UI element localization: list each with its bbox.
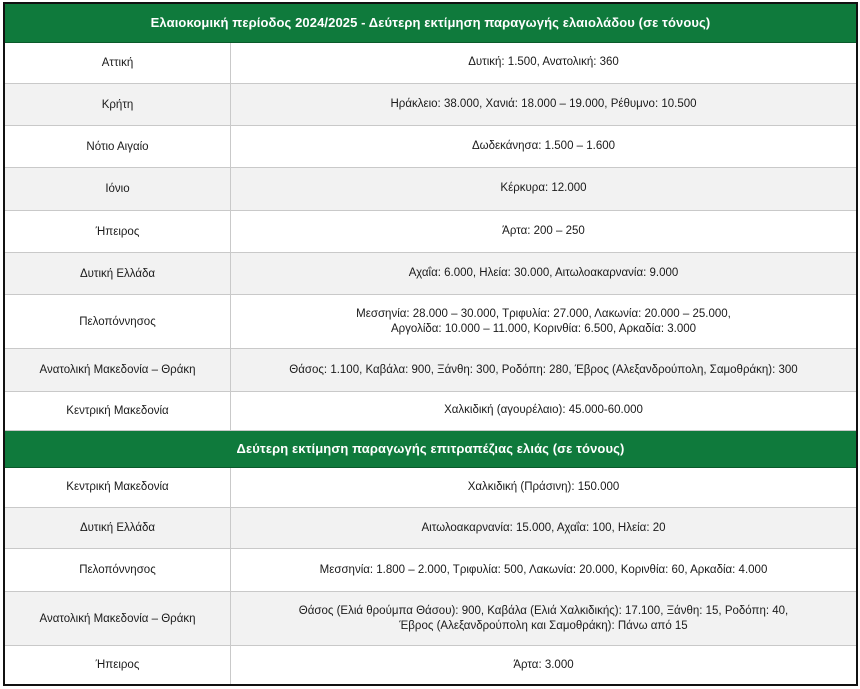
table-row [5,211,856,254]
table-row [5,126,856,168]
value-cell: Αιτωλοακαρνανία: 15.000, Αχαΐα: 100, Ηλεία: 20 [421,521,666,534]
table-row [5,549,856,592]
value-cell: Κέρκυρα: 12.000 [500,182,587,195]
table-row [5,392,856,431]
region-cell: Ήπειρος [5,646,231,684]
table-row [5,592,856,646]
table-row [5,295,856,349]
region-cell: Κεντρική Μακεδονία [5,468,231,507]
table-row [5,349,856,392]
region-cell: Δυτική Ελλάδα [5,253,231,294]
production-table [5,4,856,684]
table-row [5,468,856,508]
table-row [5,43,856,84]
region-cell: Ήπειρος [5,211,231,253]
value-cell: Άρτα: 200 – 250 [502,225,585,238]
region-cell: Ανατολική Μακεδονία – Θράκη [5,592,231,645]
value-cell: Θάσος: 1.100, Καβάλα: 900, Ξάνθη: 300, Ροδόπη: 280, Έβρος (Αλεξανδρούπολη, Σαμοθράκη): 300 [289,363,798,376]
value-cell: Ηράκλειο: 38.000, Χανιά: 18.000 – 19.000, Ρέθυμνο: 10.500 [390,98,697,111]
region-cell: Κεντρική Μακεδονία [5,392,231,430]
region-cell: Κρήτη [5,84,231,126]
table-row [5,508,856,550]
region-cell: Δυτική Ελλάδα [5,508,231,549]
table-row [5,646,856,684]
oil-section-title: Ελαιοκομική περίοδος 2024/2025 - Δεύτερη εκτίμηση παραγωγής ελαιολάδου (σε τόνους) [5,4,856,43]
region-cell: Ανατολική Μακεδονία – Θράκη [5,349,231,391]
value-cell: Αχαΐα: 6.000, Ηλεία: 30.000, Αιτωλοακαρνανία: 9.000 [408,267,679,280]
table-row [5,84,856,127]
region-cell: Αττική [5,43,231,83]
region-cell: Πελοπόννησος [5,295,231,348]
olives-section-title: Δεύτερη εκτίμηση παραγωγής επιτραπέζιας ελιάς (σε τόνους) [5,431,856,468]
value-cell: Μεσσηνία: 1.800 – 2.000, Τριφυλία: 500, Λακωνία: 20.000, Κορινθία: 60, Αρκαδία: 4.000 [319,563,768,576]
table-row [5,168,856,211]
table-row [5,253,856,295]
value-cell: Χαλκιδική (Πράσινη): 150.000 [467,480,620,493]
value-cell: Χαλκιδική (αγουρέλαιο): 45.000-60.000 [444,404,643,417]
value-cell: Δωδεκάνησα: 1.500 – 1.600 [471,140,616,153]
value-cell: Άρτα: 3.000 [513,658,574,671]
region-cell: Πελοπόννησος [5,549,231,591]
value-cell: Δυτική: 1.500, Ανατολική: 360 [468,56,619,69]
region-cell: Ιόνιο [5,168,231,210]
value-cell: Μεσσηνία: 28.000 – 30.000, Τριφυλία: 27.000, Λακωνία: 20.000 – 25.000, Αργολίδα: 10.000 – 11.000, Κορινθία: 6.500, Αρκαδία: 3.000 [356,307,731,335]
value-cell: Θάσος (Ελιά θρούμπα Θάσου): 900, Καβάλα (Ελιά Χαλκιδικής): 17.100, Ξάνθη: 15, Ροδόπη: 40, Έβρος (Αλεξανδρούπολη και Σαμοθράκη): Πάνω από 15 [298,604,789,632]
region-cell: Νότιο Αιγαίο [5,126,231,167]
table-frame [3,2,858,686]
